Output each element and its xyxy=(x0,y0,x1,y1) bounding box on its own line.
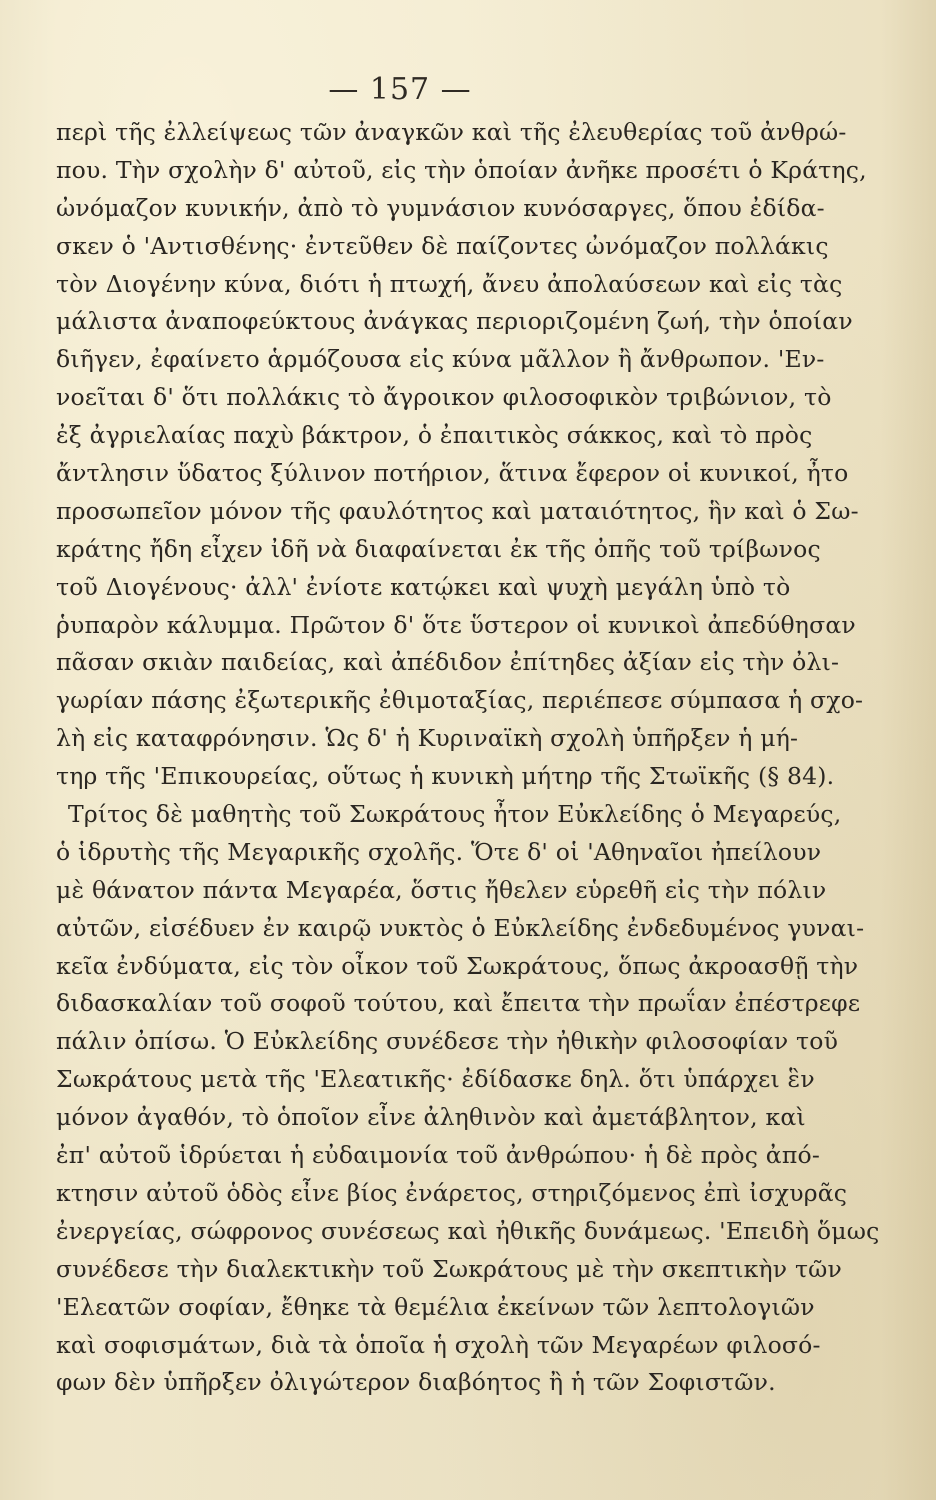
text-line: κεῖα ἐνδύματα, εἰς τὸν οἶκον τοῦ Σωκράτους, ὅπως ἀκροασθῇ τὴν xyxy=(56,951,859,980)
text-line: μάλιστα ἀναποφεύκτους ἀνάγκας περιοριζομένη ζωή, τὴν ὁποίαν xyxy=(56,307,853,336)
text-line: συνέδεσε τὴν διαλεκτικὴν τοῦ Σωκράτους μὲ τὴν σκεπτικὴν τῶν xyxy=(56,1254,843,1283)
text-line: ἐνεργείας, σώφρονος συνέσεως καὶ ἠθικῆς δυνάμεως. 'Επειδὴ ὅμως xyxy=(56,1216,880,1245)
text-line: κράτης ἤδη εἶχεν ἰδῆ νὰ διαφαίνεται ἐκ τῆς ὀπῆς τοῦ τρίβωνος xyxy=(56,534,821,563)
text-line: περὶ τῆς ἐλλείψεως τῶν ἀναγκῶν καὶ τῆς ἐλευθερίας τοῦ ἀνθρώ- xyxy=(56,118,847,146)
text-line-last: φων δὲν ὑπῆρξεν ὀλιγώτερον διαβόητος ἢ ἡ τῶν Σοφιστῶν. xyxy=(56,1368,776,1397)
text-line: γωρίαν πάσης ἐξωτερικῆς ἐθιμοταξίας, περιέπεσε σύμπασα ἡ σχο- xyxy=(56,686,864,715)
text-line: ῥυπαρὸν κάλυμμα. Πρῶτον δ' ὅτε ὕστερον οἱ κυνικοὶ ἀπεδύθησαν xyxy=(56,610,856,639)
text-line: ἐπ' αὐτοῦ ἱδρύεται ἡ εὐδαιμονία τοῦ ἀνθρώπου· ἡ δὲ πρὸς ἀπό- xyxy=(56,1141,820,1170)
text-line: πᾶσαν σκιὰν παιδείας, καὶ ἀπέδιδον ἐπίτηδες ἀξίαν εἰς τὴν ὀλι- xyxy=(56,648,840,677)
body-text xyxy=(56,114,880,1402)
text-line: που. Τὴν σχολὴν δ' αὐτοῦ, εἰς τὴν ὁποίαν ἀνῆκε προσέτι ὁ Κράτης, xyxy=(56,155,867,184)
text-line: Σωκράτους μετὰ τῆς 'Ελεατικῆς· ἐδίδασκε δηλ. ὅτι ὑπάρχει ἓν xyxy=(56,1065,815,1094)
text-line: νοεῖται δ' ὅτι πολλάκις τὸ ἄγροικον φιλοσοφικὸν τριβώνιον, τὸ xyxy=(56,383,832,412)
text-line: αὐτῶν, εἰσέδυεν ἐν καιρῷ νυκτὸς ὁ Εὐκλείδης ἐνδεδυμένος γυναι- xyxy=(56,913,865,942)
text-line: ὠνόμαζον κυνικήν, ἀπὸ τὸ γυμνάσιον κυνόσαργες, ὅπου ἐδίδα- xyxy=(56,193,825,222)
page-number: — 157 — xyxy=(328,72,472,107)
text-line: διδασκαλίαν τοῦ σοφοῦ τούτου, καὶ ἔπειτα τὴν πρωΐαν ἐπέστρεφε xyxy=(56,989,861,1018)
text-line: 'Ελεατῶν σοφίαν, ἔθηκε τὰ θεμέλια ἐκείνων τῶν λεπτολογιῶν xyxy=(56,1292,815,1321)
text-line: μόνον ἀγαθόν, τὸ ὁποῖον εἶνε ἀληθινὸν καὶ ἀμετάβλητον, καὶ xyxy=(56,1103,806,1132)
text-line: καὶ σοφισμάτων, διὰ τὰ ὁποῖα ἡ σχολὴ τῶν Μεγαρέων φιλοσό- xyxy=(56,1330,821,1359)
paragraph-start-line: Τρίτος δὲ μαθητὴς τοῦ Σωκράτους ἦτον Εὐκλείδης ὁ Μεγαρεύς, xyxy=(68,800,842,829)
text-line: τηρ τῆς 'Επικουρείας, οὕτως ἡ κυνικὴ μήτηρ τῆς Στωϊκῆς (§ 84). xyxy=(56,762,835,791)
text-line: κτησιν αὐτοῦ ὁδὸς εἶνε βίος ἐνάρετος, στηριζόμενος ἐπὶ ἰσχυρᾶς xyxy=(56,1178,848,1207)
text-line: λὴ εἰς καταφρόνησιν. Ὡς δ' ἡ Κυριναϊκὴ σχολὴ ὑπῆρξεν ἡ μή- xyxy=(56,724,799,753)
text-line: ἐξ ἀγριελαίας παχὺ βάκτρον, ὁ ἐπαιτικὸς σάκκος, καὶ τὸ πρὸς xyxy=(56,421,813,450)
text-line: διῆγεν, ἐφαίνετο ἁρμόζουσα εἰς κύνα μᾶλλον ἢ ἄνθρωπον. 'Εν- xyxy=(56,345,825,374)
text-line: προσωπεῖον μόνον τῆς φαυλότητος καὶ ματαιότητος, ἣν καὶ ὁ Σω- xyxy=(56,496,859,525)
text-line: μὲ θάνατον πάντα Μεγαρέα, ὅστις ἤθελεν εὑρεθῆ εἰς τὴν πόλιν xyxy=(56,875,827,904)
text-line: πάλιν ὀπίσω. Ὁ Εὐκλείδης συνέδεσε τὴν ἠθικὴν φιλοσοφίαν τοῦ xyxy=(56,1027,839,1056)
text-line: ἄντλησιν ὕδατος ξύλινον ποτήριον, ἅτινα ἔφερον οἱ κυνικοί, ἦτο xyxy=(56,459,849,488)
text-line: τοῦ Διογένους· ἀλλ' ἐνίοτε κατῴκει καὶ ψυχὴ μεγάλη ὑπὸ τὸ xyxy=(56,572,791,601)
text-line: τὸν Διογένην κύνα, διότι ἡ πτωχή, ἄνευ ἀπολαύσεων καὶ εἰς τὰς xyxy=(56,269,843,298)
text-line: ὁ ἱδρυτὴς τῆς Μεγαρικῆς σχολῆς. Ὅτε δ' οἱ 'Αθηναῖοι ἠπείλουν xyxy=(56,837,822,866)
text-line: σκεν ὁ 'Αντισθένης· ἐντεῦθεν δὲ παίζοντες ὠνόμαζον πολλάκις xyxy=(56,231,829,260)
